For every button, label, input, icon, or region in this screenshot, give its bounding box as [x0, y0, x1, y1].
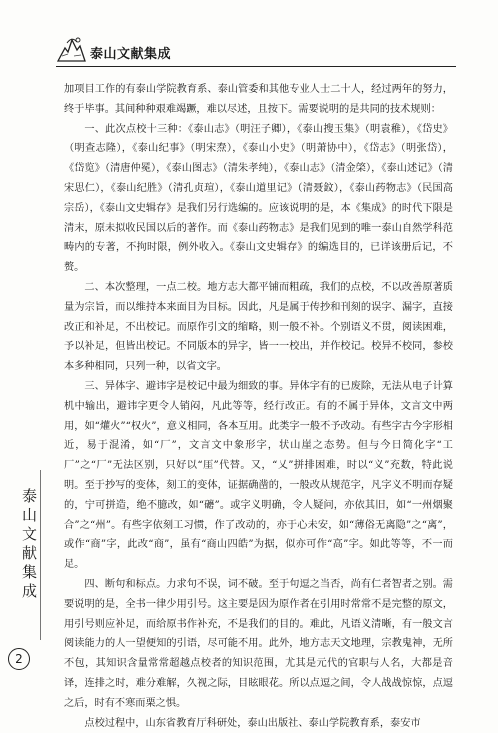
body-text	[64, 80, 453, 733]
mountain-icon	[56, 34, 86, 64]
paragraph-acknowledgement: 点校过程中，山东省教育厅科研处，泰山出版社、泰山学院教育系，泰安市	[64, 714, 453, 733]
paragraph-continuation: 加项目工作的有泰山学院教育系、泰山管委和其他专业人士二十人，经过两年的努力，终于毕事。其间种种艰难竭蹶，难以尽述，且按下。需要说明的是共同的技术规则：	[64, 80, 453, 120]
paragraph-rule-1: 一、此次点校十三种：《泰山志》（明汪子卿），《泰山搜玉集》（明袁稚），《岱史》（明查志隆），《泰山纪事》（明宋焘），《泰山小史》（明萧协中），《岱志》（明张岱），《岱览》（清唐仲冕），《泰山图志》（清朱孝纯），《泰山志》（清金棨），《泰山述记》（清宋思仁），《泰山纪胜》（清孔贞瑄），《泰山道里记》（清聂鈫），《泰山药物志》（民国高宗岳），《泰山文史辑存》是我们另行选编的。应该说明的是，本《集成》的时代下限是清末，原未拟收民国以后的著作。而《泰山药物志》是我们见到的唯一泰山自然学科范畴内的专著，不拘时限，例外收入。《泰山文史辑存》的编选目的，已详该册后记，不赘。	[64, 120, 453, 278]
sidebar-vertical-title: 泰山文献集成	[10, 488, 40, 602]
header-rule	[56, 66, 456, 67]
running-header	[56, 32, 456, 68]
book-title: 泰山文献集成	[90, 43, 171, 62]
paragraph-rule-4: 四、断句和标点。力求句不误，词不破。至于句逗之当否，尚有仁者智者之别。需要说明的是，全书一律少用引号。这主要是因为原作者在引用时常常不是完整的原文，用引号则应补足，而给原书作补充，不是我们的目的。难此，凡语义清晰，有一般文言阅读能力的人一望便知的引语，尽可能不用。此外，地方志天文地理，宗教鬼神，无所不包，其知识含量常常超越点校者的知识范围，尤其是元代的官职与人名，大都是音译，连排之时，难分难解，久视之际，目眩眼花。所以点逗之间，令人战战惊惊，点逗之后，时有不寒而栗之惧。	[64, 575, 453, 714]
paragraph-rule-3: 三、异体字、避讳字是校记中最为细致的事。异体字有的已废除，无法从电子计算机中输出，避讳字更令人销闷，凡此等等，经行改正。有的不属于异体，文言文中两用，如“爟火”“权火”，意义相同，各本互用。此类字一般不予改动。有些字古今字形相近，易于混淆，如“厂”，文言文中象形字，状山崖之态势。但与今日简化字“工厂”之“厂”无法区别，只好以“厓”代替。又，“乂”拼排困难，时以“义”充数，特此说明。至于抄写的变体，刻工的变体，证据确凿的，一般改从规范字，凡字义不明而存疑的，宁可拼造，绝不臆改，如“礳”。或字义明确，令人疑问，亦依其旧，如“一州烟聚合”之“州”。有些字依刻工习惯，作了改动的，亦于心未安，如“薄俗无离隐”之“离”，或作“商”字，此改“商”，虽有“商山四皓”为据，似亦可作“高”字。如此等等，不一而足。	[64, 377, 453, 575]
page-number: 2	[8, 648, 30, 670]
sidebar-rule	[40, 470, 41, 640]
paragraph-rule-2: 二、本次整理，一点二校。地方志大都平铺而粗疏，我们的点校，不以改善原著质量为宗旨，而以维持本来面目为目标。因此，凡是属于传抄和刊刻的误字、漏字，直接改正和补足，不出校记。而原作引文的缩略，则一般不补。个别语义不贯，阅读困难，予以补足，但皆出校记。不同版本的异字，皆一一校出，并作校记。校异不校同，参校本多种相同，只列一种，以省文字。	[64, 278, 453, 377]
